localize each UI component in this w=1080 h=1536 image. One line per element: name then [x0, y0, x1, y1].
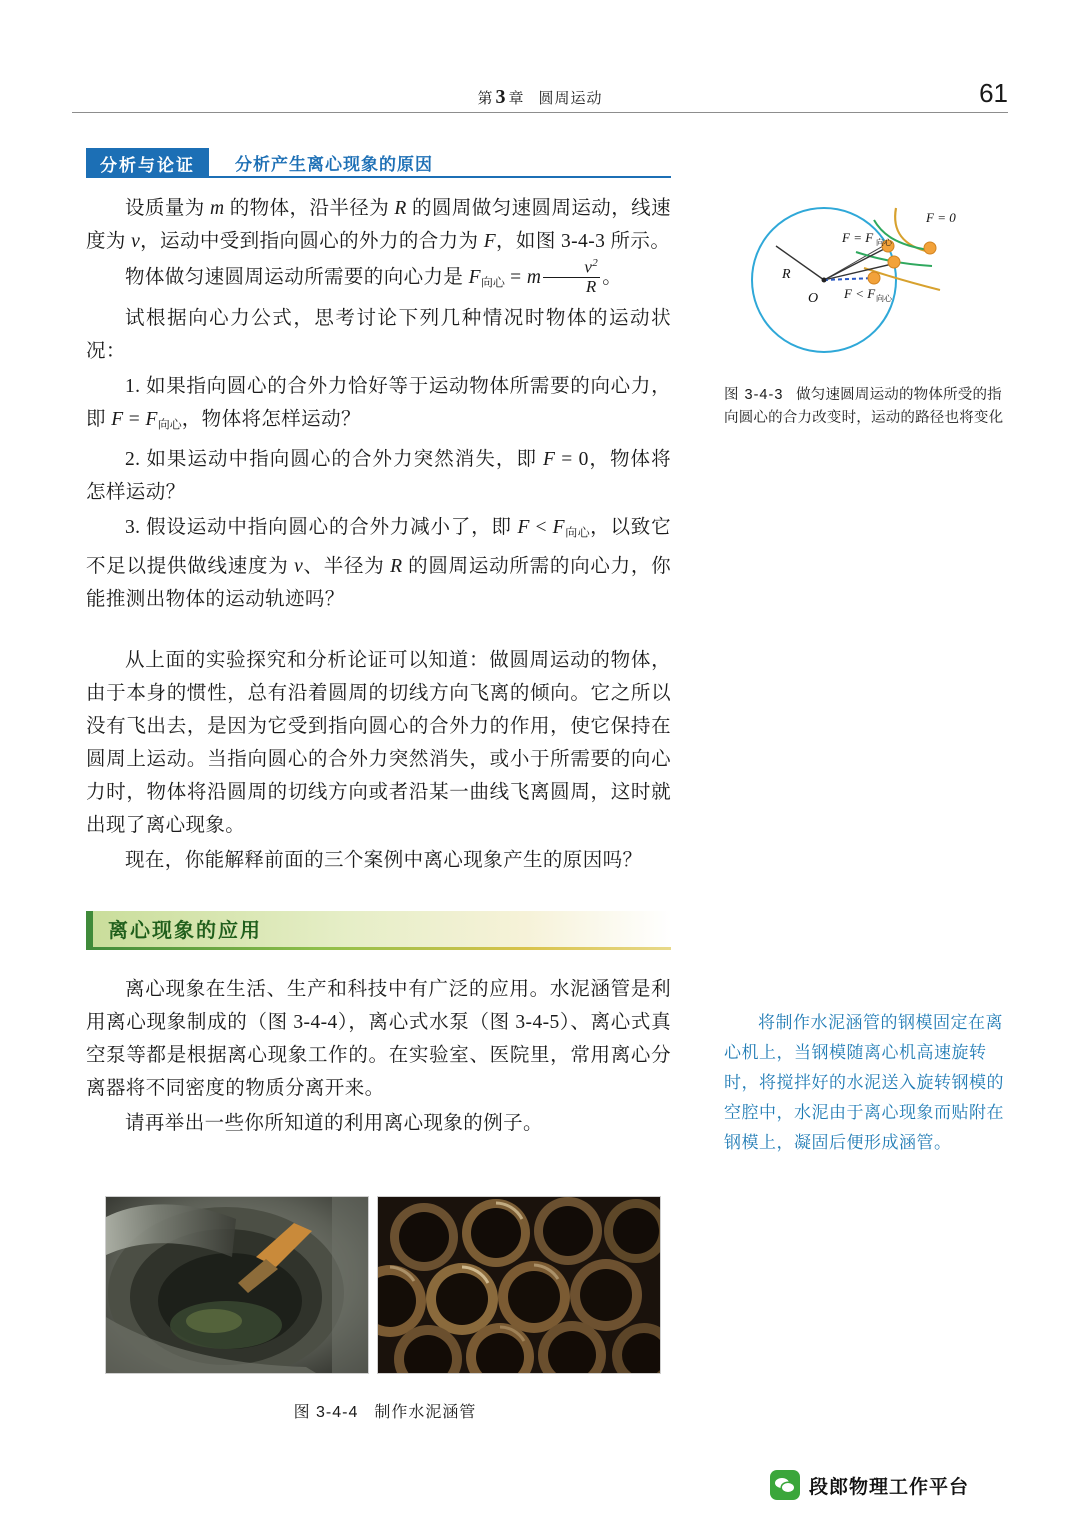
text-run: 、半径为 — [303, 555, 391, 577]
analysis-tag: 分析与论证 — [86, 148, 209, 178]
text-run: 的圆周做匀速圆周运动，线速度为 — [86, 198, 671, 252]
subscript-xiangxin: 向心 — [564, 525, 591, 540]
question-1 — [86, 370, 671, 442]
spacer — [86, 618, 671, 644]
brand-name: 段郎物理工作平台 — [809, 1476, 970, 1498]
section-header-application — [86, 911, 671, 947]
question-3 — [86, 511, 671, 616]
fraction-v2-over-R — [543, 258, 600, 295]
text-run: 2. 如果运动中指向圆心的合外力突然消失，即 — [125, 449, 543, 471]
figure-caption-text: 做匀速圆周运动的物体所受的指向圆心的合力改变时，运动的路径也将变化 — [724, 387, 1004, 426]
chapter-suffix: 章 — [508, 91, 525, 107]
symbol-F: F — [552, 517, 565, 539]
text-run: 。 — [602, 267, 623, 289]
analysis-header — [86, 148, 671, 178]
fraction-numerator: v — [584, 257, 593, 277]
application-paragraph-2: 请再举出一些你所知道的利用离心现象的例子。 — [125, 1112, 543, 1134]
label-F-less-sub: 向心 — [876, 294, 892, 303]
text-run: = 0 — [555, 449, 589, 471]
subscript-xiangxin: 向心 — [157, 417, 182, 432]
analysis-title: 分析产生离心现象的原因 — [209, 148, 671, 178]
paragraph-4: 从上面的实验探究和分析论证可以知道：做圆周运动的物体，由于本身的惯性，总有沿着圆周的切线方向飞离的倾向。它之所以没有飞出去，是因为它受到指向圆心的合外力的作用，使它保持在圆周上运动。当指向圆心的合外力突然消失，或小于所需要的向心力时，物体将沿圆周的切线方向或者沿某一曲线飞离圆周，这时就出现了离心现象。 — [86, 649, 671, 836]
text-run: 的圆周运动所需的向心力，你能推测出物体的运动轨迹吗？ — [86, 555, 671, 610]
label-R: R — [782, 267, 791, 282]
text-run: ，物体将怎样运动？ — [86, 449, 672, 504]
chapter-number: 3 — [495, 86, 507, 108]
chapter-prefix: 第 — [477, 91, 494, 107]
symbol-m: m — [209, 198, 225, 219]
paragraph-2 — [86, 257, 671, 300]
paragraph-1 — [86, 192, 671, 258]
text-run: ，如图 3-4-3 所示。 — [496, 231, 671, 252]
main-column — [86, 148, 671, 1142]
text-run: ，运动中受到指向圆心的外力的合力为 — [140, 231, 484, 252]
label-F-equals-sub: 向心 — [876, 238, 892, 247]
label-F-zero: F = 0 — [926, 210, 956, 225]
symbol-F: F — [111, 408, 124, 430]
figure-column — [724, 190, 1010, 430]
circular-motion-diagram — [724, 190, 1010, 370]
symbol-F: F — [483, 231, 497, 252]
figure-3-4-4-images — [105, 1196, 665, 1374]
symbol-F: F — [543, 449, 556, 471]
page-number: 61 — [979, 78, 1008, 108]
margin-note: 将制作水泥涵管的钢模固定在离心机上，当钢模随离心机高速旋转时，将搅拌好的水泥送入旋转钢模的空腔中，水泥由于离心现象而贴附在钢模上，凝固后便形成涵管。 — [724, 1013, 1004, 1152]
text-run: 设质量为 — [125, 198, 210, 219]
label-O: O — [808, 291, 819, 306]
chapter-title: 圆周运动 — [538, 91, 603, 107]
symbol-R: R — [390, 555, 403, 577]
label-F-less: F < F — [844, 286, 876, 301]
figure-number: 图 3-4-4 — [293, 1404, 359, 1421]
figure-number: 图 3-4-3 — [724, 387, 784, 403]
application-paragraph-1: 离心现象在生活、生产和科技中有广泛的应用。水泥涵管是利用离心现象制成的（图 3-4-4），离心式水泵（图 3-4-5）、离心式真空泵等都是根据离心现象工作的。在实验室、医院里，常用离心分离器将不同密度的物质分离开来。 — [86, 978, 671, 1099]
text-run: 3. 假设运动中指向圆心的合外力减小了，即 — [125, 517, 518, 539]
symbol-m: m — [526, 267, 542, 289]
text-run: ，以致它不足以提供做线速度为 — [86, 517, 671, 577]
text-run: 的物体，沿半径为 — [224, 198, 395, 219]
symbol-R: R — [394, 198, 407, 219]
symbol-F: F — [468, 267, 481, 289]
footer-brand — [770, 1470, 969, 1500]
figure-3-4-4-caption — [105, 1399, 665, 1422]
photo-cement-pipe-mold — [105, 1196, 369, 1374]
page-header — [0, 86, 1080, 109]
photo-stacked-pipes — [377, 1196, 661, 1374]
symbol-F: F — [145, 408, 158, 430]
label-F-equals: F = F — [842, 230, 874, 245]
figure-3-4-3 — [724, 190, 1010, 370]
figure-caption-text: 制作水泥涵管 — [374, 1404, 477, 1421]
paragraph-3: 试根据向心力公式，思考讨论下列几种情况时物体的运动状况： — [86, 307, 671, 362]
figure-3-4-3-caption — [724, 384, 1010, 430]
paragraph-5: 现在，你能解释前面的三个案例中离心现象产生的原因吗？ — [125, 849, 643, 871]
text-run: = — [123, 408, 146, 430]
text-run: < — [529, 517, 553, 539]
text-run: ，物体将怎样运动？ — [181, 408, 361, 430]
text-run: 1. 如果指向圆心的合外力恰好等于运动物体所需要的向心力，即 — [86, 375, 671, 430]
wechat-icon — [770, 1470, 800, 1500]
symbol-F: F — [517, 517, 530, 539]
symbol-v: v — [294, 555, 304, 577]
subscript-xiangxin: 向心 — [480, 275, 505, 290]
text-run: = — [504, 267, 527, 289]
exponent: 2 — [592, 257, 599, 269]
fraction-denominator: R — [585, 276, 597, 296]
section-title: 离心现象的应用 — [108, 920, 262, 943]
text-run: 物体做匀速圆周运动所需要的向心力是 — [125, 267, 469, 289]
question-2 — [86, 443, 671, 509]
header-divider — [72, 112, 1008, 113]
symbol-v: v — [131, 231, 141, 252]
